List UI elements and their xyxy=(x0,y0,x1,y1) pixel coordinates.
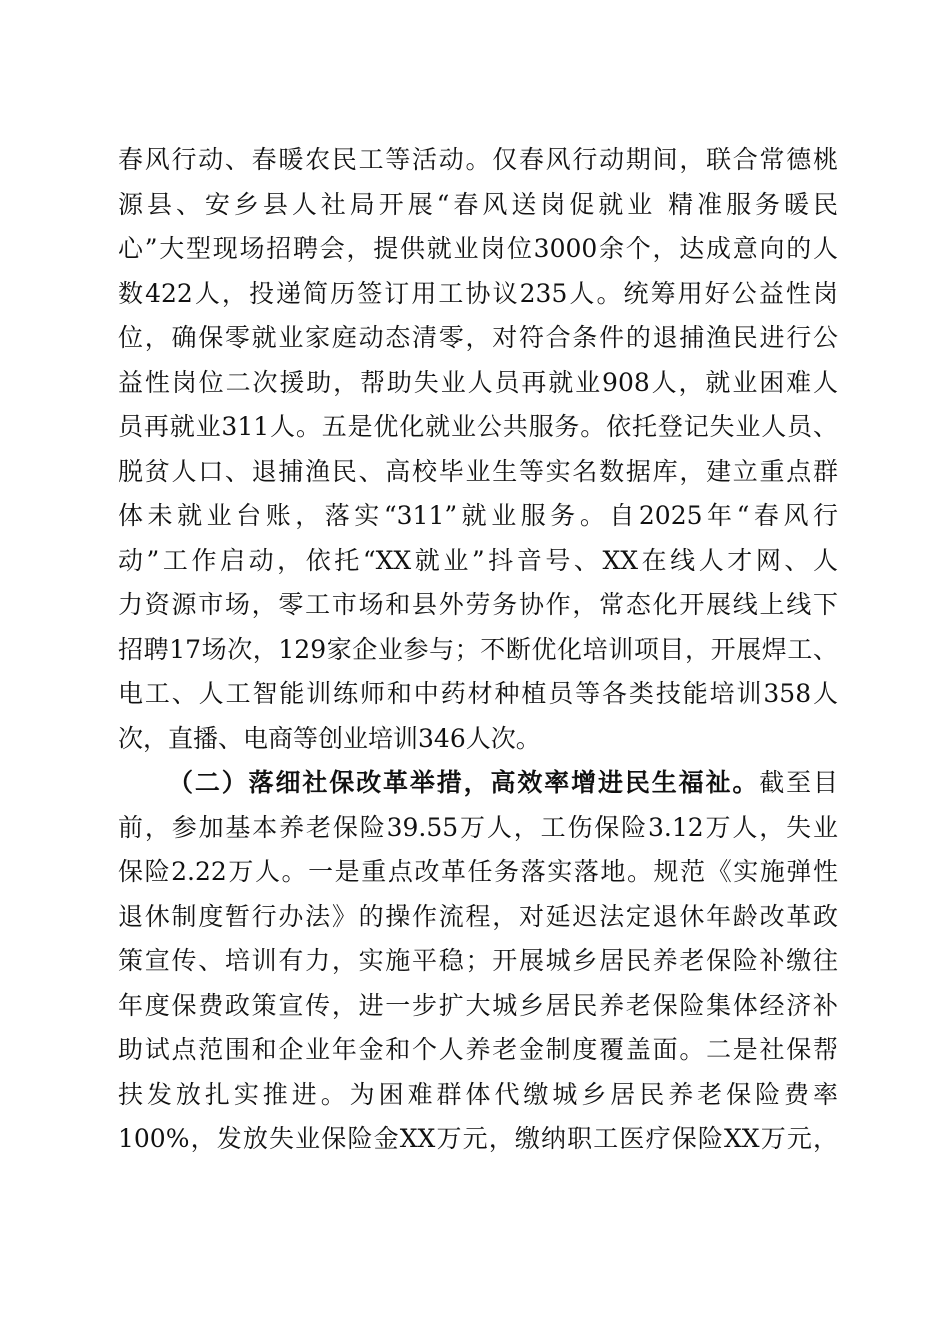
section-heading: （二）落细社保改革举措，高效率增进民生福祉。 xyxy=(168,768,760,797)
paragraph-employment xyxy=(118,138,838,761)
text-line: 100%，发放失业保险金XX万元，缴纳职工医疗保险XX万元， xyxy=(118,1124,838,1153)
text-line: 保险2.22万人。一是重点改革任务落实落地。规范《实施弹性 xyxy=(118,857,838,886)
text-line: 体未就业台账，落实“311”就业服务。自2025年“春风行 xyxy=(118,501,838,530)
text-line: 春风行动、春暖农民工等活动。仅春风行动期间，联合常德桃 xyxy=(118,145,838,174)
text-line: 员再就业311人。五是优化就业公共服务。依托登记失业人员、 xyxy=(118,412,838,441)
text-line: 心”大型现场招聘会，提供就业岗位3000余个，达成意向的人 xyxy=(118,234,838,263)
text-line: 前，参加基本养老保险39.55万人，工伤保险3.12万人，失业 xyxy=(118,812,838,842)
document-body xyxy=(118,138,838,1162)
text-line: 位，确保零就业家庭动态清零，对符合条件的退捕渔民进行公 xyxy=(118,323,838,352)
text-line: 数422人，投递简历签订用工协议235人。统筹用好公益性岗 xyxy=(118,278,838,308)
text-line: 年度保费政策宣传，进一步扩大城乡居民养老保险集体经济补 xyxy=(118,990,838,1020)
section-heading-line xyxy=(118,761,838,806)
text-line: 益性岗位二次援助，帮助失业人员再就业908人，就业困难人 xyxy=(118,367,838,397)
text-line: 招聘17场次，129家企业参与；不断优化培训项目，开展焊工、 xyxy=(118,634,838,664)
text-line: 策宣传、培训有力，实施平稳；开展城乡居民养老保险补缴往 xyxy=(118,946,838,975)
text-line: 脱贫人口、退捕渔民、高校毕业生等实名数据库，建立重点群 xyxy=(118,456,838,486)
paragraph-social-security xyxy=(118,761,838,1162)
text-line: 次，直播、电商等创业培训346人次。 xyxy=(118,723,541,753)
text-line: 源县、安乡县人社局开展“春风送岗促就业 精准服务暖民 xyxy=(118,189,838,219)
text-line: 助试点范围和企业年金和个人养老金制度覆盖面。二是社保帮 xyxy=(118,1035,838,1064)
text-line: 扶发放扎实推进。为困难群体代缴城乡居民养老保险费率 xyxy=(118,1079,838,1109)
text-line: 力资源市场，零工市场和县外劳务协作，常态化开展线上线下 xyxy=(118,590,838,619)
heading-line-rest: 截至目 xyxy=(759,768,838,797)
text-line: 退休制度暂行办法》的操作流程，对延迟法定退休年龄改革政 xyxy=(118,901,838,931)
text-line: 电工、人工智能训练师和中药材种植员等各类技能培训358人 xyxy=(118,679,838,708)
text-line: 动”工作启动，依托“XX就业”抖音号、XX在线人才网、人 xyxy=(118,545,838,575)
